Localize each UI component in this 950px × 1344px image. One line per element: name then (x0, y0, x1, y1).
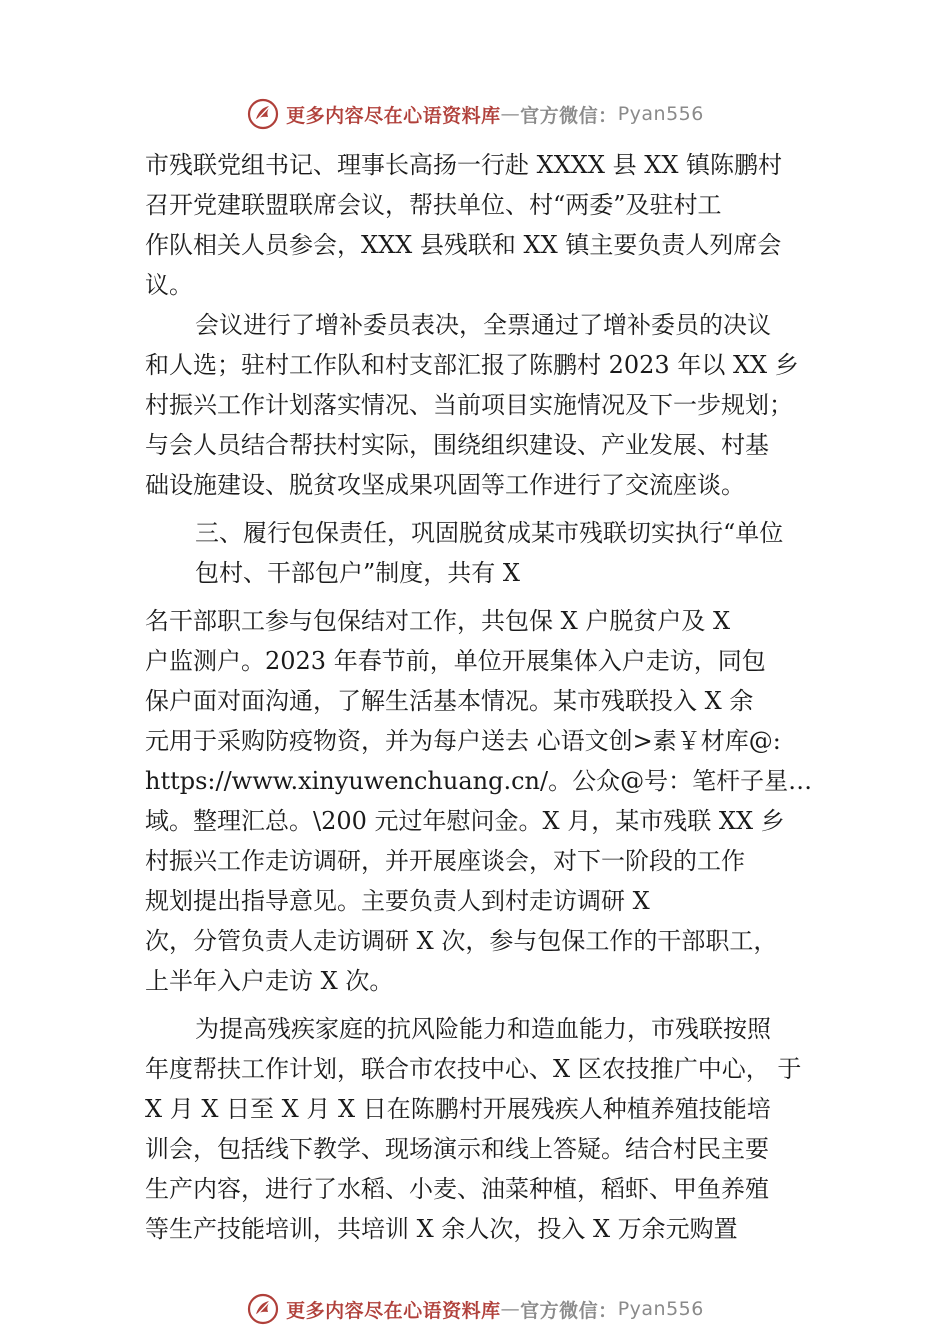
document-body (145, 145, 825, 1249)
text-line: 生产内容，进行了水稻、小麦、油菜种植，稻虾、甲鱼养殖 (145, 1175, 769, 1203)
paragraph (145, 145, 825, 305)
text-line: 召开党建联盟联席会议，帮扶单位、村“两委”及驻村工 (145, 191, 722, 219)
text-line: 市残联党组书记、理事长高扬一行赴 XXXX 县 XX 镇陈鹏村 (145, 151, 783, 179)
text-line: X 月 X 日至 X 月 X 日在陈鹏村开展残疾人种植养殖技能培 (145, 1095, 771, 1123)
text-line: 名干部职工参与包保结对工作，共包保 X 户脱贫户及 X (145, 607, 731, 635)
text-line: 作队相关人员参会，XXX 县残联和 XX 镇主要负责人列席会 (145, 231, 782, 259)
paragraph (145, 1009, 825, 1249)
text-line: 三、履行包保责任，巩固脱贫成某市残联切实执行“单位 (195, 519, 784, 547)
text-line: 础设施建设、脱贫攻坚成果巩固等工作进行了交流座谈。 (145, 471, 745, 499)
text-line: 议。 (145, 271, 193, 299)
brand-logo-icon (246, 1292, 280, 1326)
brand-logo-icon (246, 97, 280, 131)
text-line: 村振兴工作走访调研，并开展座谈会，对下一阶段的工作 (145, 847, 745, 875)
text-line: 为提高残疾家庭的抗风险能力和造血能力，市残联按照 (195, 1015, 771, 1043)
library-name: 更多内容尽在心语资料库 (286, 1299, 501, 1322)
text-line: https://www.xinyuwenchuang.cn/。公众@号：笔杆子星… (145, 767, 813, 795)
footer-banner (0, 1287, 950, 1331)
text-line: 域。整理汇总。\200 元过年慰问金。X 月，某市残联 XX 乡 (145, 807, 785, 835)
text-line: 规划提出指导意见。主要负责人到村走访调研 X (145, 887, 650, 915)
text-line: 与会人员结合帮扶村实际，围绕组织建设、产业发展、村基 (145, 431, 769, 459)
paragraph (145, 601, 825, 1001)
banner-dash: — (500, 1298, 521, 1320)
text-line: 等生产技能培训，共培训 X 余人次，投入 X 万余元购置 (145, 1215, 738, 1243)
text-line: 年度帮扶工作计划，联合市农技中心、X 区农技推广中心， 于 (145, 1055, 802, 1083)
text-line: 会议进行了增补委员表决，全票通过了增补委员的决议 (195, 311, 771, 339)
text-line: 上半年入户走访 X 次。 (145, 967, 394, 995)
wechat-id: Pyan556 (617, 103, 704, 125)
section-heading (145, 513, 825, 593)
paragraph (145, 305, 825, 505)
header-banner (0, 92, 950, 136)
text-line: 保户面对面沟通，了解生活基本情况。某市残联投入 X 余 (145, 687, 754, 715)
text-line: 元用于采购防疫物资，并为每户送去 心语文创>素￥材库@: (145, 727, 781, 755)
text-line: 训会，包括线下教学、现场演示和线上答疑。结合村民主要 (145, 1135, 769, 1163)
wechat-label: 官方微信： (520, 1299, 618, 1322)
wechat-id: Pyan556 (617, 1298, 704, 1320)
library-name: 更多内容尽在心语资料库 (286, 104, 501, 127)
wechat-label: 官方微信： (520, 104, 618, 127)
banner-dash: — (500, 103, 521, 125)
text-line: 户监测户。2023 年春节前，单位开展集体入户走访，同包 (145, 647, 766, 675)
text-line: 包村、干部包户”制度，共有 X (195, 559, 520, 587)
text-line: 次，分管负责人走访调研 X 次，参与包保工作的干部职工， (145, 927, 778, 955)
text-line: 村振兴工作计划落实情况、当前项目实施情况及下一步规划； (145, 391, 793, 419)
text-line: 和人选；驻村工作队和村支部汇报了陈鹏村 2023 年以 XX 乡 (145, 351, 799, 379)
